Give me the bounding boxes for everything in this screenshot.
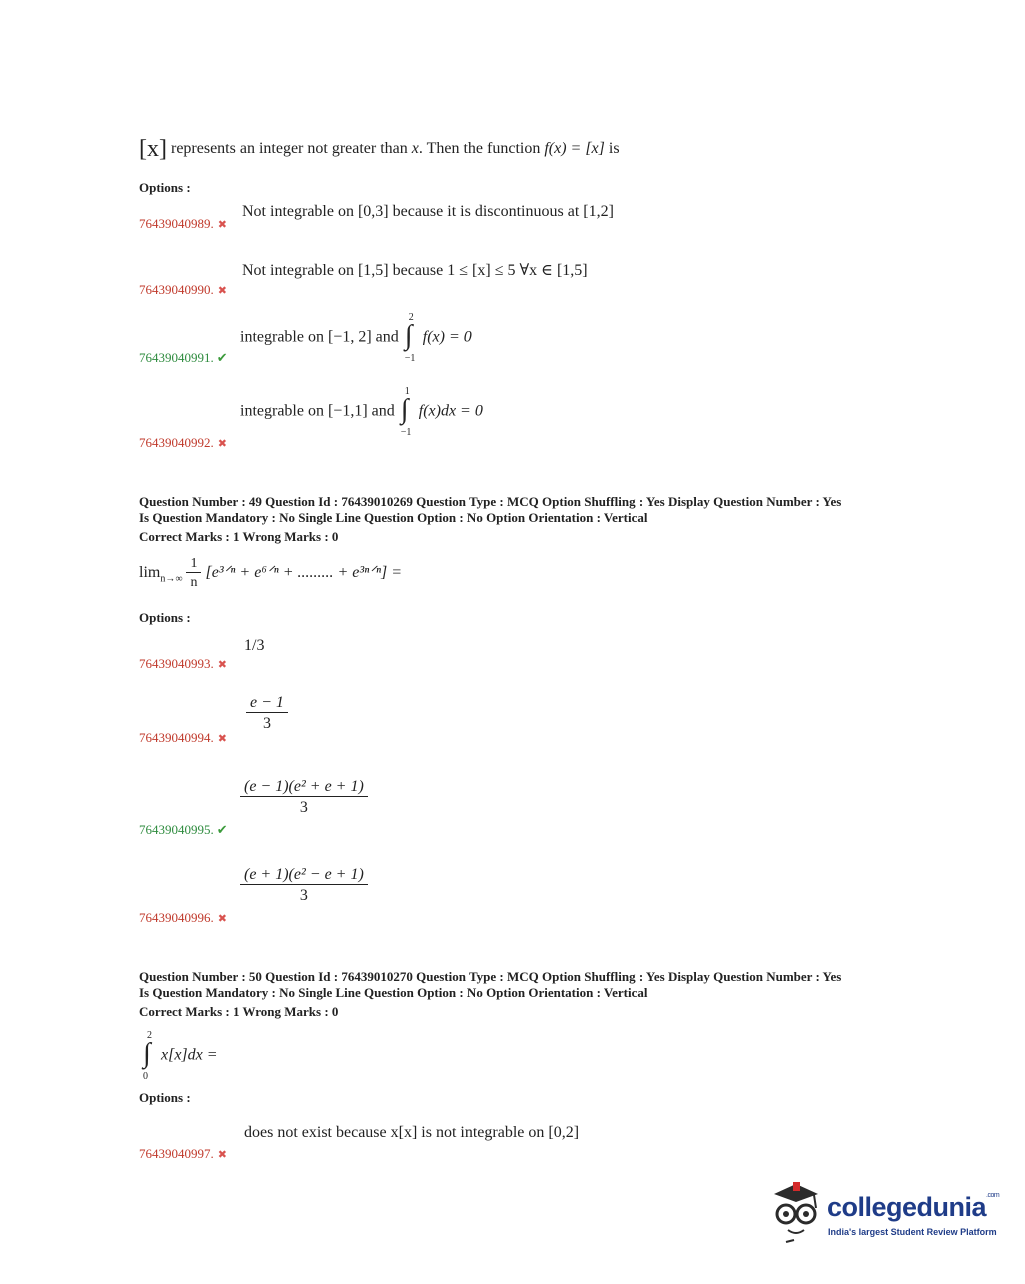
wrong-icon: ✖	[217, 1149, 227, 1161]
option-id: 76439040993. ✖	[139, 656, 227, 671]
wrong-icon: ✖	[217, 219, 227, 231]
options-label: Options :	[139, 180, 191, 195]
option-text: Not integrable on [1,5] because 1 ≤ [x] ≤ 5 ∀x ∈ [1,5]	[242, 262, 588, 279]
wrong-icon: ✖	[217, 438, 227, 450]
options-label: Options :	[139, 610, 191, 625]
integral-symbol: 2 ∫ 0	[143, 1030, 152, 1082]
wrong-icon: ✖	[217, 659, 227, 671]
option-id: 76439040996. ✖	[139, 910, 227, 925]
option-fraction: $\frac{e - 1}{3}$	[246, 694, 288, 733]
question-meta: Question Number : 49 Question Id : 76439010269 Question Type : MCQ Option Shuffling : Yes Display Question Number : Yes Is Question Mandatory : No Single Line Question Option : No Option Orientation : Vertical Correct Marks : 1 Wrong Marks : 0	[139, 494, 842, 544]
question-48-text: [x] represents an integer not greater than x. Then the function f(x) = [x] is	[139, 136, 620, 162]
option-text: Not integrable on [0,3] because it is discontinuous at [1,2]	[242, 203, 614, 220]
option-id: 76439040997. ✖	[139, 1146, 227, 1161]
integral-symbol: 1 ∫ −1	[400, 386, 412, 438]
correct-check-icon: ✔	[216, 350, 228, 365]
option-text: integrable on [−1, 2] and 2 ∫ −1 f(x) = 0	[240, 312, 472, 364]
option-text: integrable on [−1,1] and 1 ∫ −1 f(x)dx = 0	[240, 386, 483, 438]
logo-name: collegedunia	[827, 1192, 987, 1222]
question-50-text: 2 ∫ 0 x[x]dx =	[143, 1030, 218, 1082]
logo-tagline: India's largest Student Review Platform	[828, 1227, 997, 1237]
wrong-icon: ✖	[217, 285, 227, 297]
option-id: 76439040992. ✖	[139, 435, 227, 450]
option-text: does not exist because x[x] is not integrable on [0,2]	[244, 1124, 580, 1141]
option-id: 76439040989. ✖	[139, 216, 227, 231]
correct-check-icon: ✔	[216, 822, 228, 837]
option-id: 76439040990. ✖	[139, 282, 227, 297]
integral-symbol: 2 ∫ −1	[404, 312, 416, 364]
option-id: 76439040994. ✖	[139, 730, 227, 745]
collegedunia-logo	[766, 1178, 1000, 1248]
options-label: Options :	[139, 1090, 191, 1105]
mascot-icon	[766, 1178, 826, 1244]
wrong-icon: ✖	[217, 733, 227, 745]
option-fraction: $\frac{\text{(e − 1)(e² + e + 1)}}{3}$	[240, 778, 368, 817]
question-meta: Question Number : 50 Question Id : 76439010270 Question Type : MCQ Option Shuffling : Yes Display Question Number : Yes Is Question Mandatory : No Single Line Question Option : No Option Orientation : Vertical Correct Marks : 1 Wrong Marks : 0	[139, 969, 842, 1019]
wrong-icon: ✖	[217, 913, 227, 925]
option-id: 76439040991. ✔	[139, 350, 228, 365]
option-text: 1/3	[244, 637, 265, 654]
option-id: 76439040995. ✔	[139, 822, 228, 837]
logo-suffix: .com	[986, 1192, 1000, 1199]
option-fraction: $\frac{\text{(e + 1)(e² − e + 1)}}{3}$	[240, 866, 368, 905]
question-49-text: $\lim_{n\to\infty}$ $\frac{1}{n}$ [e³ᐟⁿ + e⁶ᐟⁿ + ......... + e³ⁿᐟⁿ] =	[139, 556, 403, 590]
